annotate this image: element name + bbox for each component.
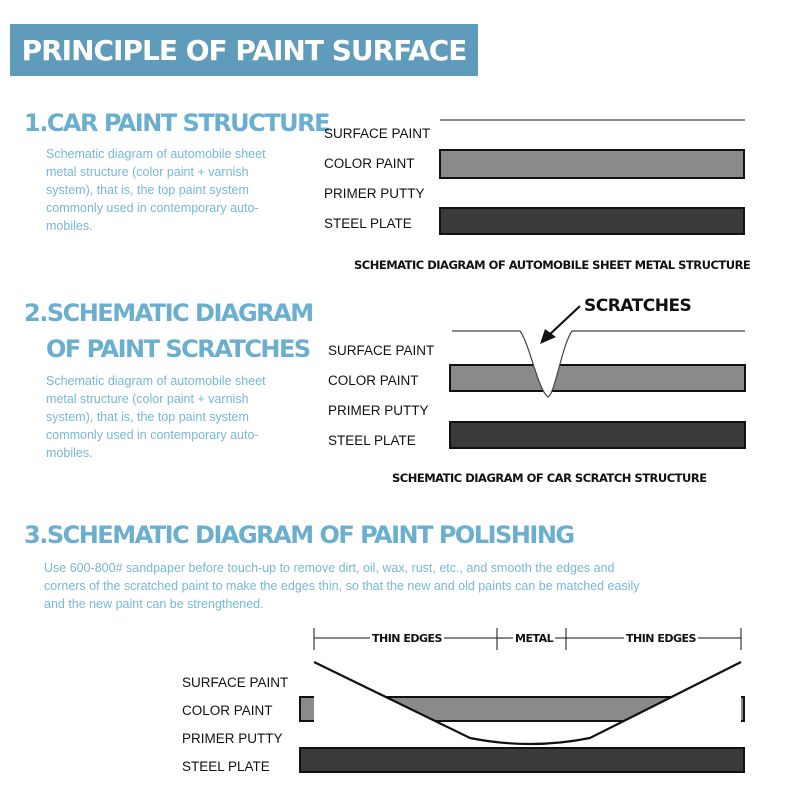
layer-label-primer-putty: PRIMER PUTTY — [324, 186, 425, 201]
layer-label-surface-paint: SURFACE PAINT — [328, 343, 435, 358]
steel-plate-layer — [300, 748, 744, 772]
section1-title: 1.CAR PAINT STRUCTURE — [24, 109, 330, 137]
description-line: metal structure (color paint + varnish — [46, 165, 249, 179]
description-line: Schematic diagram of automobile sheet — [46, 147, 266, 161]
layer-label-color-paint: COLOR PAINT — [324, 156, 415, 171]
description-line: system), that is, the top paint system — [46, 183, 249, 197]
layer-label-primer-putty: PRIMER PUTTY — [328, 403, 429, 418]
dimension-label-thin-edges-left: THIN EDGES — [372, 632, 442, 645]
section2-title-line2: OF PAINT SCRATCHES — [46, 335, 310, 363]
section3-title: 3.SCHEMATIC DIAGRAM OF PAINT POLISHING — [24, 521, 574, 549]
description-line: system), that is, the top paint system — [46, 410, 249, 424]
section2-caption: SCHEMATIC DIAGRAM OF CAR SCRATCH STRUCTURE — [392, 471, 707, 485]
scratches-annotation: SCRATCHES — [584, 296, 692, 316]
description-line: Schematic diagram of automobile sheet — [46, 374, 266, 388]
description-line: and the new paint can be strengthened. — [44, 597, 264, 611]
description-line: corners of the scratched paint to make the edges thin, so that the new and old paints can be matched easily — [44, 579, 640, 593]
description-line: metal structure (color paint + varnish — [46, 392, 249, 406]
description-line: mobiles. — [46, 446, 93, 460]
dimension-label-metal: METAL — [515, 632, 554, 645]
page-title-banner: PRINCIPLE OF PAINT SURFACE — [10, 24, 478, 76]
section2-title-line1: 2.SCHEMATIC DIAGRAM — [24, 299, 313, 327]
layer-label-steel-plate: STEEL PLATE — [328, 433, 416, 448]
layer-label-steel-plate: STEEL PLATE — [182, 759, 270, 774]
description-line: commonly used in contemporary auto- — [46, 201, 259, 215]
layer-label-surface-paint: SURFACE PAINT — [324, 126, 431, 141]
layer-label-primer-putty: PRIMER PUTTY — [182, 731, 283, 746]
description-line: mobiles. — [46, 219, 93, 233]
description-line: Use 600-800# sandpaper before touch-up to remove dirt, oil, wax, rust, etc., and smooth the edges and — [44, 561, 615, 575]
layer-label-steel-plate: STEEL PLATE — [324, 216, 412, 231]
section1-caption: SCHEMATIC DIAGRAM OF AUTOMOBILE SHEET METAL STRUCTURE — [354, 258, 751, 272]
description-line: commonly used in contemporary auto- — [46, 428, 259, 442]
layer-label-surface-paint: SURFACE PAINT — [182, 675, 289, 690]
layer-label-color-paint: COLOR PAINT — [182, 703, 273, 718]
layer-label-color-paint: COLOR PAINT — [328, 373, 419, 388]
dimension-label-thin-edges-right: THIN EDGES — [626, 632, 696, 645]
